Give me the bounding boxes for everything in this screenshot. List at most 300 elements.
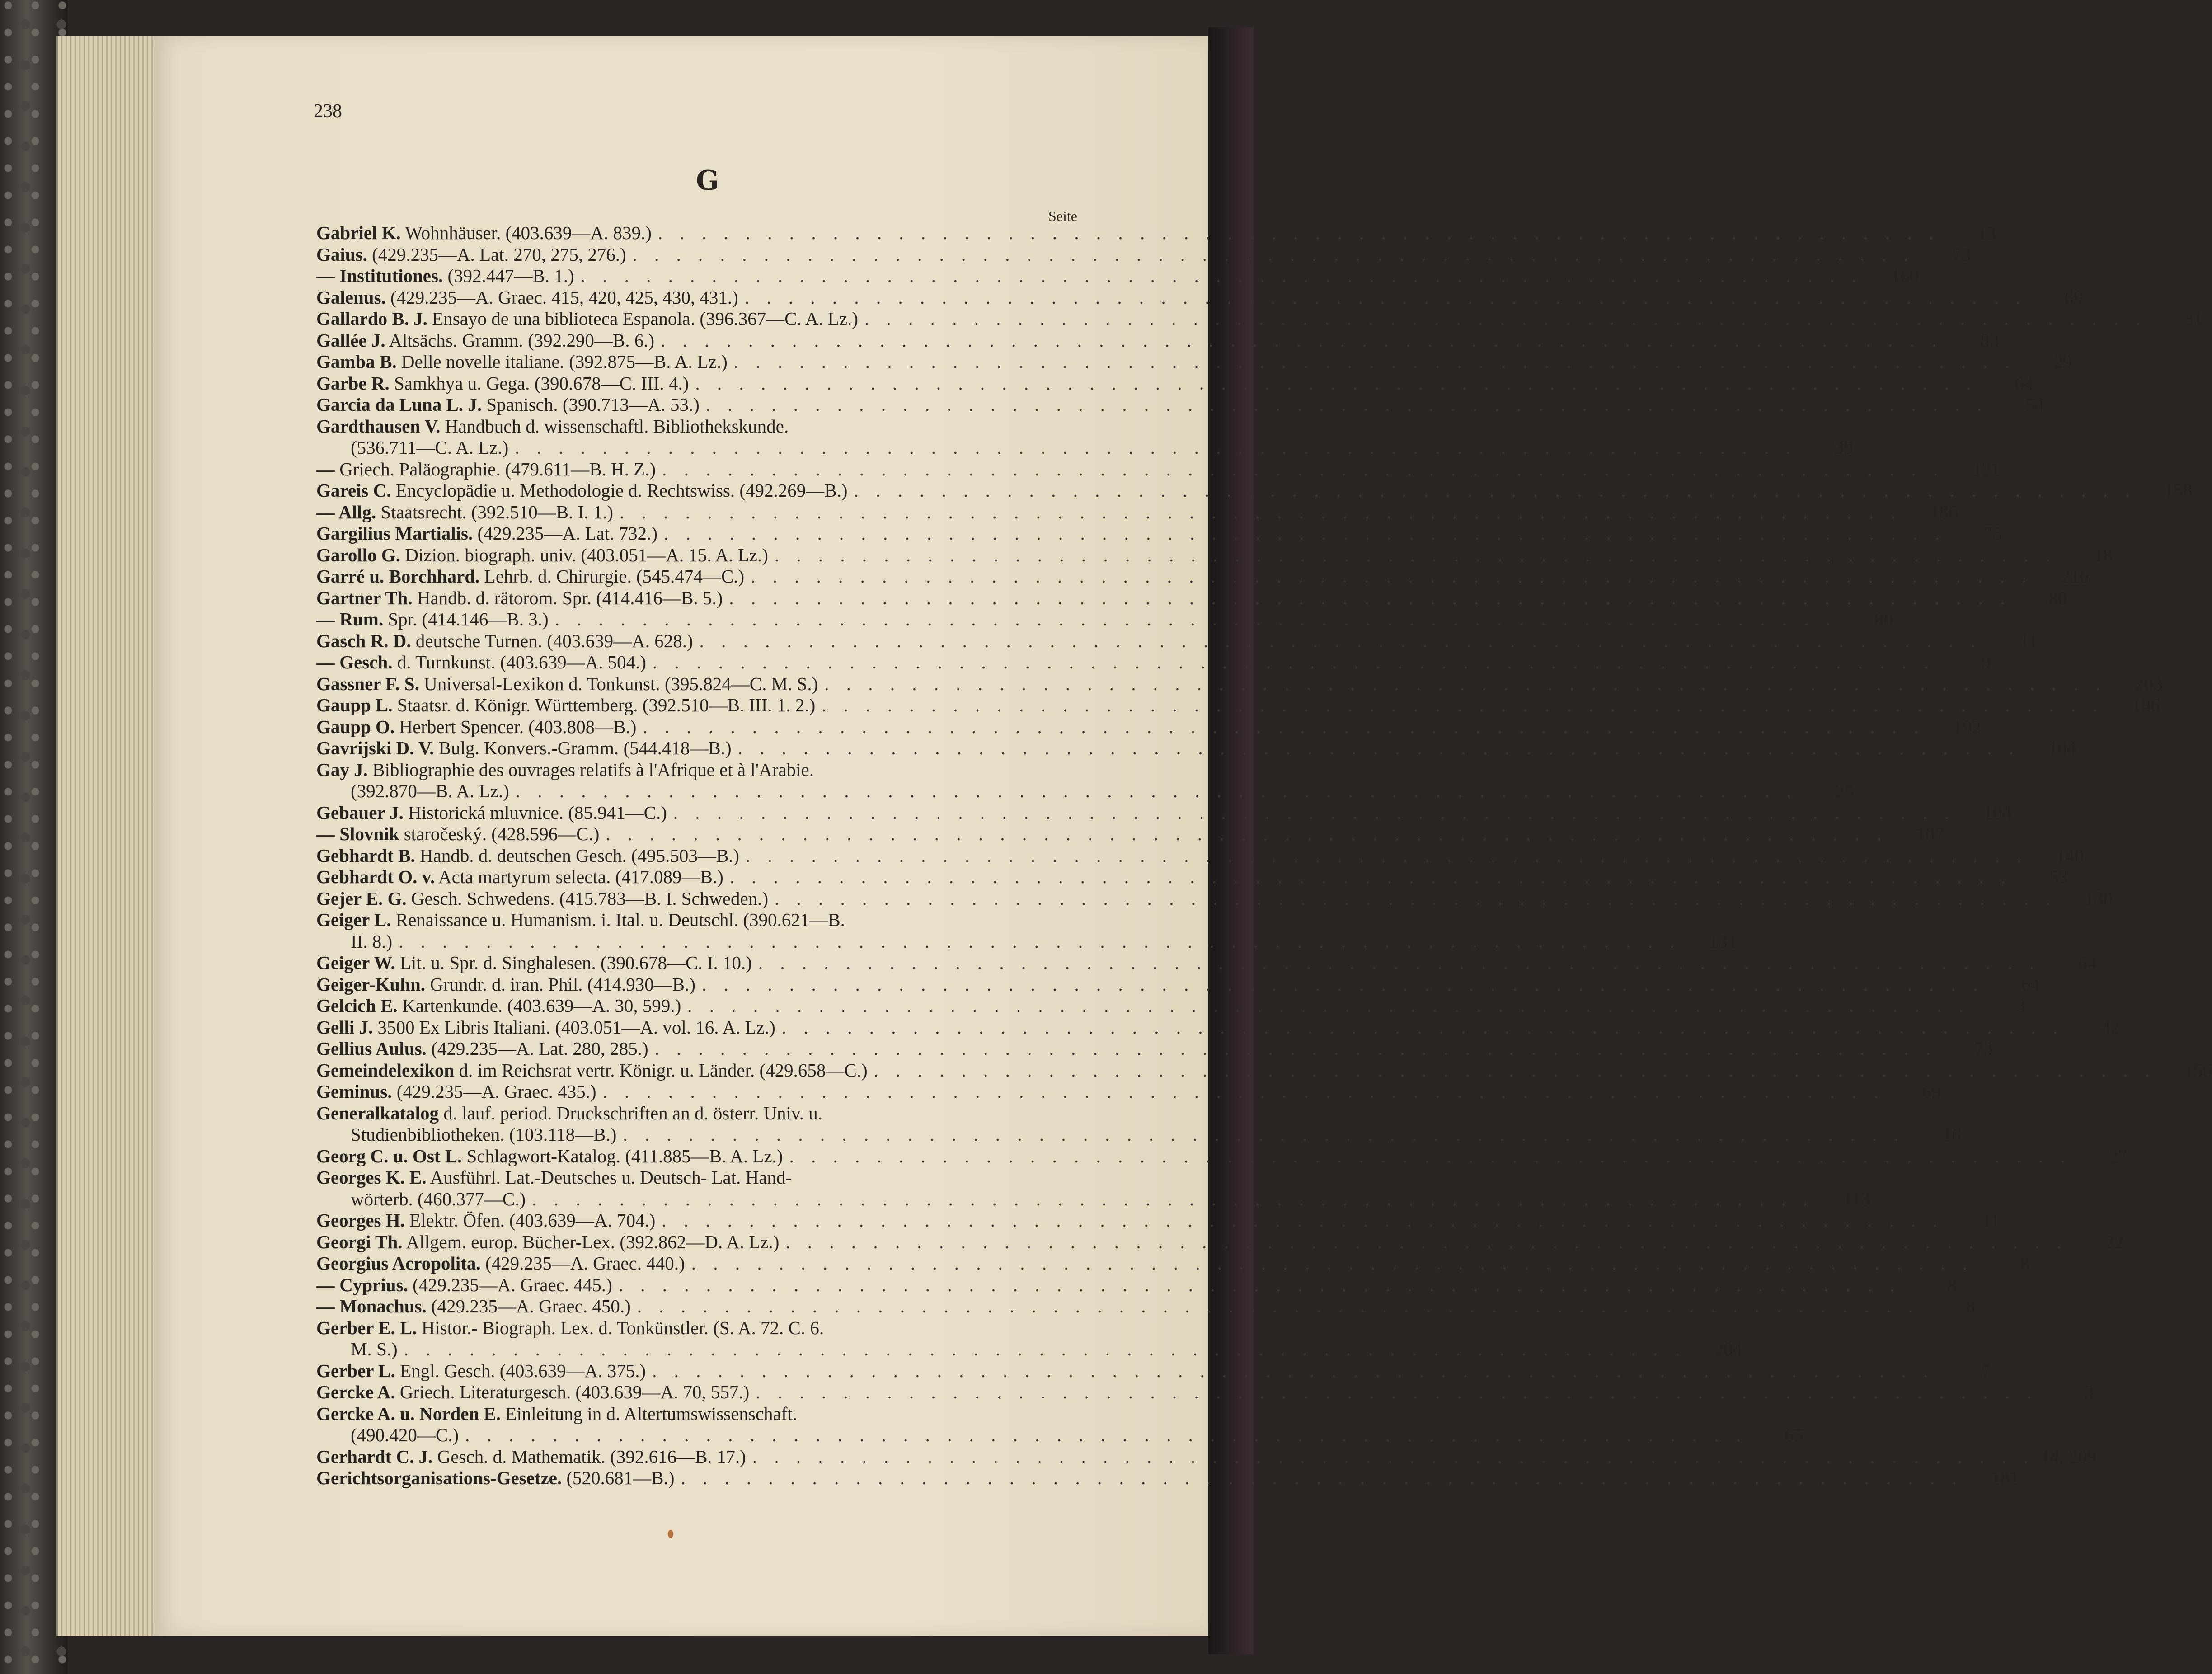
dot-leader bbox=[752, 1446, 2034, 1468]
index-entries bbox=[316, 222, 2212, 1489]
entry-author: — Rum. bbox=[316, 609, 384, 630]
entry-text bbox=[316, 330, 654, 352]
index-entry bbox=[316, 609, 1893, 630]
entry-title: Bulg. Konvers.-Gramm. (544.418—B.) bbox=[438, 738, 732, 758]
entry-author: Gasch R. D. bbox=[316, 630, 411, 651]
index-entry bbox=[316, 673, 2163, 695]
index-entry bbox=[316, 1081, 1941, 1103]
dot-leader bbox=[730, 866, 2012, 888]
dot-leader bbox=[661, 330, 1943, 352]
entry-author: Gavrijski D. V. bbox=[316, 738, 434, 758]
entry-text bbox=[316, 373, 689, 395]
index-entry bbox=[316, 1360, 1991, 1382]
entry-text bbox=[316, 566, 744, 588]
dot-leader bbox=[633, 244, 1915, 266]
index-entry bbox=[316, 738, 2076, 759]
entry-author: Georgi Th. bbox=[316, 1231, 403, 1252]
entry-text bbox=[316, 888, 768, 910]
dot-leader bbox=[399, 931, 1681, 953]
dot-leader bbox=[515, 437, 1797, 459]
entry-author: Geiger W. bbox=[316, 952, 395, 973]
dot-leader bbox=[706, 394, 1988, 416]
dot-leader bbox=[658, 222, 1940, 244]
entry-page: 80 bbox=[1874, 609, 1893, 630]
index-entry bbox=[316, 1446, 2097, 1468]
index-entry bbox=[316, 909, 1070, 931]
entry-text bbox=[316, 1189, 526, 1210]
index-entry bbox=[316, 823, 1944, 845]
entry-title: (429.235—A. Graec. 435.) bbox=[396, 1081, 596, 1102]
entry-page: 65 bbox=[1785, 1425, 1803, 1445]
dot-leader bbox=[734, 351, 2016, 373]
page-column-header: Seite bbox=[1048, 208, 1077, 224]
entry-text bbox=[316, 609, 549, 630]
entry-text bbox=[316, 1403, 797, 1425]
entry-author: Garollo G. bbox=[316, 544, 401, 565]
entry-author: — Institutiones. bbox=[316, 265, 443, 286]
entry-page: 39 bbox=[1834, 437, 1853, 458]
entry-page: 31 bbox=[2184, 308, 2203, 329]
dot-leader bbox=[673, 802, 1955, 824]
entry-page: 113 bbox=[1843, 1188, 1870, 1209]
dot-leader bbox=[874, 1060, 2156, 1082]
entry-author: Gargilius Martialis. bbox=[316, 523, 473, 544]
entry-text bbox=[316, 1360, 646, 1382]
entry-page: 3 bbox=[2085, 1382, 2094, 1402]
dot-leader bbox=[745, 287, 2027, 309]
entry-author: Gellius Aulus. bbox=[316, 1038, 427, 1059]
entry-author: Gejer E. G. bbox=[316, 888, 407, 909]
entry-page: 107 bbox=[1916, 823, 1944, 844]
index-entry bbox=[316, 931, 1737, 953]
entry-title: (429.235—A. Graec. 450.) bbox=[431, 1296, 631, 1317]
entry-page: 186 bbox=[1930, 501, 1958, 522]
dot-leader bbox=[602, 1081, 1884, 1103]
index-entry bbox=[316, 866, 2068, 888]
entry-title: Handbuch d. wissenschaftl. Bibliothekskunde. bbox=[445, 415, 789, 437]
entry-page: 104 bbox=[1983, 802, 2012, 823]
index-entry bbox=[316, 630, 2038, 652]
entry-page: 3 bbox=[2016, 995, 2026, 1016]
dot-leader bbox=[465, 1425, 1747, 1446]
dot-leader bbox=[681, 1467, 1963, 1489]
entry-page: 18 bbox=[2094, 544, 2113, 565]
entry-author: Geminus. bbox=[316, 1081, 392, 1102]
entry-author: Gerhardt C. J. bbox=[316, 1446, 433, 1467]
index-entry bbox=[316, 1296, 1976, 1317]
entry-author: Gemeindelexikon bbox=[316, 1059, 455, 1081]
entry-text bbox=[316, 308, 858, 330]
dot-leader bbox=[532, 1189, 1814, 1210]
entry-text bbox=[316, 673, 818, 695]
index-entry bbox=[316, 995, 2026, 1017]
entry-author: Gareis C. bbox=[316, 480, 391, 501]
entry-text bbox=[316, 1017, 775, 1039]
entry-text bbox=[316, 351, 728, 373]
entry-author: Gardthausen V. bbox=[316, 415, 441, 437]
entry-title: Historická mluvnice. (85.941—C.) bbox=[408, 802, 667, 823]
entry-page: 7 bbox=[1981, 1360, 1991, 1381]
entry-author: Generalkatalog bbox=[316, 1102, 439, 1124]
entry-title: (429.235—A. Graec. 445.) bbox=[413, 1274, 612, 1295]
entry-text bbox=[316, 1274, 612, 1296]
entry-author: Gaupp O. bbox=[316, 716, 395, 737]
entry-text bbox=[316, 523, 657, 545]
entry-author: Garcia da Luna L. J. bbox=[316, 394, 482, 415]
entry-title: Encyclopädie u. Methodologie d. Rechtswiss. (492.269—B.) bbox=[395, 480, 848, 501]
entry-author: Georges H. bbox=[316, 1210, 405, 1231]
entry-author: Galenus. bbox=[316, 287, 386, 308]
dot-leader bbox=[746, 845, 2028, 867]
entry-title: Wohnhäuser. (403.639—A. 839.) bbox=[405, 222, 652, 243]
entry-title: Spr. (414.146—B. 3.) bbox=[388, 609, 549, 630]
entry-text bbox=[316, 759, 814, 781]
entry-title: Engl. Gesch. (403.639—A. 375.) bbox=[399, 1360, 646, 1381]
dot-leader bbox=[637, 1296, 1919, 1317]
entry-page: 156 bbox=[2184, 1059, 2212, 1081]
entry-author: Gaupp L. bbox=[316, 695, 393, 715]
entry-author: — bbox=[316, 458, 335, 480]
entry-page: 130 bbox=[2085, 888, 2113, 909]
entry-title: Bibliographie des ouvrages relatifs à l'Afrique et à l'Arabie. bbox=[372, 759, 814, 780]
entry-text bbox=[316, 652, 646, 673]
entry-title: Histor.- Biograph. Lex. d. Tonkünstler. (S. A. 72. C. 6. bbox=[421, 1317, 824, 1338]
entry-text bbox=[316, 1317, 824, 1339]
entry-page: 75 bbox=[1983, 523, 2002, 544]
entry-text bbox=[316, 480, 848, 502]
entry-text bbox=[316, 265, 574, 287]
entry-title: II. 8.) bbox=[351, 931, 393, 952]
entry-text bbox=[316, 222, 652, 244]
index-entry bbox=[316, 566, 2089, 588]
index-entry bbox=[316, 523, 2002, 545]
entry-title: Altsächs. Gramm. (392.290—B. 6.) bbox=[389, 329, 655, 351]
dot-leader bbox=[662, 1210, 1944, 1232]
dot-leader bbox=[775, 888, 2057, 910]
entry-title: Elektr. Öfen. (403.639—A. 704.) bbox=[409, 1210, 656, 1231]
entry-text bbox=[316, 695, 815, 716]
entry-page: 54 bbox=[2025, 394, 2044, 415]
dot-leader bbox=[643, 716, 1925, 738]
entry-text bbox=[316, 1103, 822, 1124]
entry-author: Gerber E. L. bbox=[316, 1317, 417, 1338]
entry-text bbox=[316, 974, 695, 996]
entry-text bbox=[316, 995, 681, 1017]
index-entry bbox=[316, 351, 2072, 373]
index-entry bbox=[316, 1038, 1993, 1060]
entry-author: Gebauer J. bbox=[316, 802, 404, 823]
dot-leader bbox=[775, 545, 2057, 566]
entry-author: Garré u. Borchhard. bbox=[316, 566, 480, 587]
entry-text bbox=[316, 1060, 868, 1082]
index-entry bbox=[316, 1210, 2000, 1232]
entry-text bbox=[316, 1038, 648, 1060]
dot-leader bbox=[700, 630, 1982, 652]
entry-author: Gercke A. u. Norden E. bbox=[316, 1403, 501, 1424]
entry-text bbox=[316, 287, 738, 309]
entry-author: — Allg. bbox=[316, 501, 376, 522]
entry-title: (536.711—C. A. Lz.) bbox=[351, 437, 509, 458]
entry-title: (392.870—B. A. Lz.) bbox=[351, 781, 509, 801]
entry-title: Samkhya u. Gega. (390.678—C. III. 4.) bbox=[394, 372, 689, 394]
entry-title: d. Turnkunst. (403.639—A. 504.) bbox=[397, 652, 647, 672]
entry-text bbox=[316, 866, 723, 888]
entry-page: 69 bbox=[2064, 287, 2083, 308]
dot-leader bbox=[756, 1382, 2038, 1403]
index-entry bbox=[316, 222, 1996, 244]
entry-title: (429.235—A. Graec. 415, 420, 425, 430, 431.) bbox=[390, 287, 738, 308]
entry-text bbox=[316, 738, 732, 759]
index-entry bbox=[316, 695, 2160, 716]
ink-spot bbox=[668, 1530, 673, 1538]
entry-text bbox=[316, 244, 626, 266]
entry-text bbox=[316, 1467, 675, 1489]
dot-leader bbox=[623, 1124, 1905, 1146]
dot-leader bbox=[652, 1360, 1934, 1382]
index-entry bbox=[316, 802, 2012, 824]
dot-leader bbox=[782, 1017, 2064, 1039]
dot-leader bbox=[655, 1038, 1937, 1060]
index-entry bbox=[316, 1382, 2094, 1403]
entry-page: 29 bbox=[2053, 351, 2072, 372]
entry-page: 140 bbox=[2056, 845, 2084, 866]
entry-text bbox=[316, 823, 599, 845]
entry-title: staročeský. (428.596—C.) bbox=[404, 823, 600, 844]
dot-leader bbox=[854, 480, 2136, 502]
entry-title: deutsche Turnen. (403.639—A. 628.) bbox=[415, 630, 693, 651]
entry-text bbox=[316, 1382, 749, 1403]
entry-page: 73 bbox=[1974, 1038, 1993, 1059]
entry-page: 216 bbox=[2061, 566, 2089, 587]
entry-author: — Gesch. bbox=[316, 652, 393, 672]
entry-page: 181 bbox=[1991, 1467, 2019, 1488]
dot-leader bbox=[789, 1146, 2071, 1167]
entry-page: 64 bbox=[2021, 973, 2040, 995]
entry-text bbox=[316, 1339, 398, 1360]
entry-page: 204 bbox=[1714, 1339, 1742, 1359]
index-entry bbox=[316, 287, 2083, 309]
entry-title: M. S.) bbox=[351, 1339, 398, 1359]
entry-title: Schlagwort-Katalog. (411.885—B. A. Lz.) bbox=[466, 1145, 783, 1166]
entry-text bbox=[316, 1253, 685, 1274]
entry-title: (490.420—C.) bbox=[351, 1425, 459, 1445]
entry-text bbox=[316, 931, 392, 953]
index-entry bbox=[316, 1145, 2127, 1167]
entry-author: Gallée J. bbox=[316, 329, 385, 351]
section-letter: G bbox=[696, 165, 719, 197]
entry-title: (429.235—A. Lat. 270, 275, 276.) bbox=[372, 244, 626, 265]
entry-text bbox=[316, 1081, 596, 1103]
entry-author: Gelli J. bbox=[316, 1016, 373, 1038]
index-entry bbox=[316, 587, 2067, 609]
dot-leader bbox=[751, 566, 2033, 588]
dot-leader bbox=[758, 952, 2040, 974]
dot-leader bbox=[864, 308, 2146, 330]
entry-text bbox=[316, 630, 693, 652]
entry-title: Grundr. d. iran. Phil. (414.930—B.) bbox=[430, 973, 695, 995]
entry-page: 69 bbox=[1922, 1081, 1941, 1102]
index-entry bbox=[316, 501, 1958, 523]
entry-page: 27 bbox=[2109, 1145, 2127, 1166]
index-entry bbox=[316, 244, 1971, 266]
entry-title: Kartenkunde. (403.639—A. 30, 599.) bbox=[402, 995, 681, 1016]
entry-author: Gamba B. bbox=[316, 351, 397, 372]
dot-leader bbox=[687, 995, 1969, 1017]
entry-author: Gerichtsorganisations-Gesetze. bbox=[316, 1467, 562, 1488]
entry-title: (520.681—B.) bbox=[566, 1467, 675, 1488]
entry-author: Gaius. bbox=[316, 244, 367, 265]
dot-leader bbox=[606, 823, 1888, 845]
entry-author: Georges K. E. bbox=[316, 1167, 427, 1188]
entry-text bbox=[316, 588, 723, 609]
entry-page: 8 bbox=[2020, 1253, 2029, 1274]
entry-title: Gesch. Schwedens. (415.783—B. I. Schweden.) bbox=[411, 888, 769, 909]
entry-title: Allgem. europ. Bücher-Lex. (392.862—D. A. Lz.) bbox=[406, 1231, 780, 1252]
index-entry bbox=[316, 480, 2192, 502]
entry-page: 8 bbox=[1947, 1274, 1957, 1295]
index-entry bbox=[316, 952, 2097, 974]
index-entry bbox=[316, 759, 1070, 781]
entry-title: Ensayo de una biblioteca Espanola. (396.367—C. A. Lz.) bbox=[432, 308, 859, 329]
entry-text bbox=[316, 802, 667, 824]
entry-author: Gerber L. bbox=[316, 1360, 395, 1381]
entry-title: Einleitung in d. Altertumswissenschaft. bbox=[505, 1403, 798, 1424]
entry-text bbox=[316, 909, 845, 931]
index-entry bbox=[316, 1059, 2212, 1082]
index-entry bbox=[316, 845, 2084, 867]
index-entry bbox=[316, 329, 1999, 352]
entry-page: 42 bbox=[2101, 1016, 2120, 1038]
entry-title: 3500 Ex Libris Italiani. (403.051—A. vol. 16. A. Lz.) bbox=[377, 1016, 775, 1038]
entry-text bbox=[316, 716, 636, 738]
entry-text bbox=[316, 1210, 655, 1232]
entry-author: Gallardo B. J. bbox=[316, 308, 428, 329]
index-entry bbox=[316, 1231, 2124, 1253]
index-entry bbox=[316, 1467, 2019, 1489]
entry-title: Dizion. biograph. univ. (403.051—A. 15. A. Lz.) bbox=[405, 544, 768, 565]
entry-author: Geiger-Kuhn. bbox=[316, 973, 426, 995]
entry-text bbox=[316, 459, 656, 480]
entry-page: 73 bbox=[1952, 244, 1971, 265]
dot-leader bbox=[729, 588, 2011, 609]
entry-title: wörterb. (460.377—C.) bbox=[351, 1188, 526, 1209]
index-entry bbox=[316, 1339, 1742, 1360]
dot-leader bbox=[691, 1253, 1973, 1274]
dot-leader bbox=[824, 673, 2106, 695]
entry-author: Gebhardt O. v. bbox=[316, 866, 435, 887]
entry-page: 158 bbox=[2164, 480, 2192, 501]
entry-title: (429.235—A. Lat. 280, 285.) bbox=[431, 1038, 648, 1059]
entry-text bbox=[316, 1446, 746, 1468]
entry-text bbox=[316, 952, 752, 974]
dot-leader bbox=[404, 1339, 1686, 1360]
entry-page: 203 bbox=[2134, 673, 2163, 694]
entry-title: Ausführl. Lat.-Deutsches u. Deutsch- Lat. Hand- bbox=[430, 1167, 792, 1188]
entry-page: 192 bbox=[1953, 716, 1981, 737]
dot-leader bbox=[653, 652, 1935, 673]
entry-title: Delle novelle italiane. (392.875—B. A. Lz.) bbox=[401, 351, 728, 372]
entry-page: 22 bbox=[2105, 1231, 2124, 1252]
index-entry bbox=[316, 372, 2034, 395]
entry-title: Handb. d. deutschen Gesch. (495.503—B.) bbox=[419, 845, 740, 866]
entry-title: Renaissance u. Humanism. i. Ital. u. Deutschl. (390.621—B. bbox=[395, 909, 845, 930]
entry-page: 83 bbox=[1980, 329, 1999, 351]
entry-page: 11 bbox=[2019, 630, 2038, 651]
entry-author: Geiger L. bbox=[316, 909, 391, 930]
dot-leader bbox=[822, 695, 2104, 716]
index-entry bbox=[316, 308, 2203, 330]
dot-leader bbox=[695, 373, 1977, 395]
entry-author: — Slovnik bbox=[316, 823, 399, 844]
dot-leader bbox=[738, 738, 2020, 759]
entry-author: Georg C. u. Ost L. bbox=[316, 1145, 462, 1166]
index-entry bbox=[316, 1016, 2120, 1039]
entry-title: d. im Reichsrat vertr. Königr. u. Länder. (429.658—C.) bbox=[459, 1059, 868, 1081]
entry-page: 8 bbox=[1966, 1296, 1976, 1317]
entry-title: Herbert Spencer. (403.808—B.) bbox=[399, 716, 637, 737]
entry-page: 131 bbox=[1709, 931, 1737, 952]
entry-title: Gesch. d. Mathematik. (392.616—B. 17.) bbox=[437, 1446, 746, 1467]
entry-page: 13 bbox=[1977, 222, 1996, 243]
dot-leader bbox=[785, 1232, 2067, 1253]
entry-author: — Cyprius. bbox=[316, 1274, 408, 1295]
entry-title: Staatsr. d. Königr. Württemberg. (392.510—B. III. 1. 2.) bbox=[397, 695, 816, 715]
entry-text bbox=[316, 845, 739, 867]
index-entry bbox=[316, 781, 1854, 802]
entry-title: Griech. Literaturgesch. (403.639—A. 70, 557.) bbox=[399, 1382, 750, 1402]
entry-title: Spanisch. (390.713—A. 53.) bbox=[486, 394, 700, 415]
entry-author: Gercke A. bbox=[316, 1382, 395, 1402]
index-entry bbox=[316, 1124, 1961, 1146]
page-number: 238 bbox=[314, 101, 342, 122]
entry-text bbox=[316, 781, 509, 802]
entry-page: 80 bbox=[2048, 587, 2067, 608]
entry-page: 14, 209 bbox=[2041, 1446, 2097, 1467]
index-entry bbox=[316, 265, 1919, 287]
dot-leader bbox=[619, 1274, 1901, 1296]
entry-title: Studienbibliotheken. (103.118—B.) bbox=[351, 1124, 617, 1145]
entry-title: Griech. Paläographie. (479.611—B. H. Z.) bbox=[339, 458, 656, 480]
entry-page: 64 bbox=[2015, 372, 2034, 394]
dot-leader bbox=[620, 502, 1902, 523]
entry-author: Garbe R. bbox=[316, 372, 390, 394]
dot-leader bbox=[555, 609, 1837, 630]
dot-leader bbox=[581, 265, 1863, 287]
index-entry bbox=[316, 1425, 1803, 1446]
entry-text bbox=[316, 1124, 616, 1146]
entry-title: (392.447—B. 1.) bbox=[447, 265, 574, 286]
entry-text bbox=[316, 502, 613, 523]
entry-author: Gabriel K. bbox=[316, 222, 401, 243]
entry-title: Handb. d. rätorom. Spr. (414.416—B. 5.) bbox=[417, 587, 723, 608]
entry-page: 121 bbox=[1972, 458, 2001, 480]
entry-text bbox=[316, 1425, 459, 1446]
entry-page: 25 bbox=[1835, 781, 1854, 801]
entry-text bbox=[316, 437, 508, 459]
entry-author: Gartner Th. bbox=[316, 587, 413, 608]
entry-title: Acta martyrum selecta. (417.089—B.) bbox=[438, 866, 723, 887]
entry-title: Lehrb. d. Chirurgie. (545.474—C.) bbox=[484, 566, 745, 587]
entry-text bbox=[316, 1146, 783, 1167]
page-edges bbox=[56, 36, 162, 1636]
index-entry bbox=[316, 1403, 1070, 1425]
entry-author: Gelcich E. bbox=[316, 995, 398, 1016]
entry-title: Universal-Lexikon d. Tonkunst. (395.824—C. M. S.) bbox=[424, 673, 818, 694]
entry-title: Lit. u. Spr. d. Singhalesen. (390.678—C. I. 10.) bbox=[399, 952, 752, 973]
index-entry bbox=[316, 394, 2044, 416]
entry-title: (429.235—A. Graec. 440.) bbox=[485, 1253, 685, 1274]
index-entry bbox=[316, 416, 1070, 437]
